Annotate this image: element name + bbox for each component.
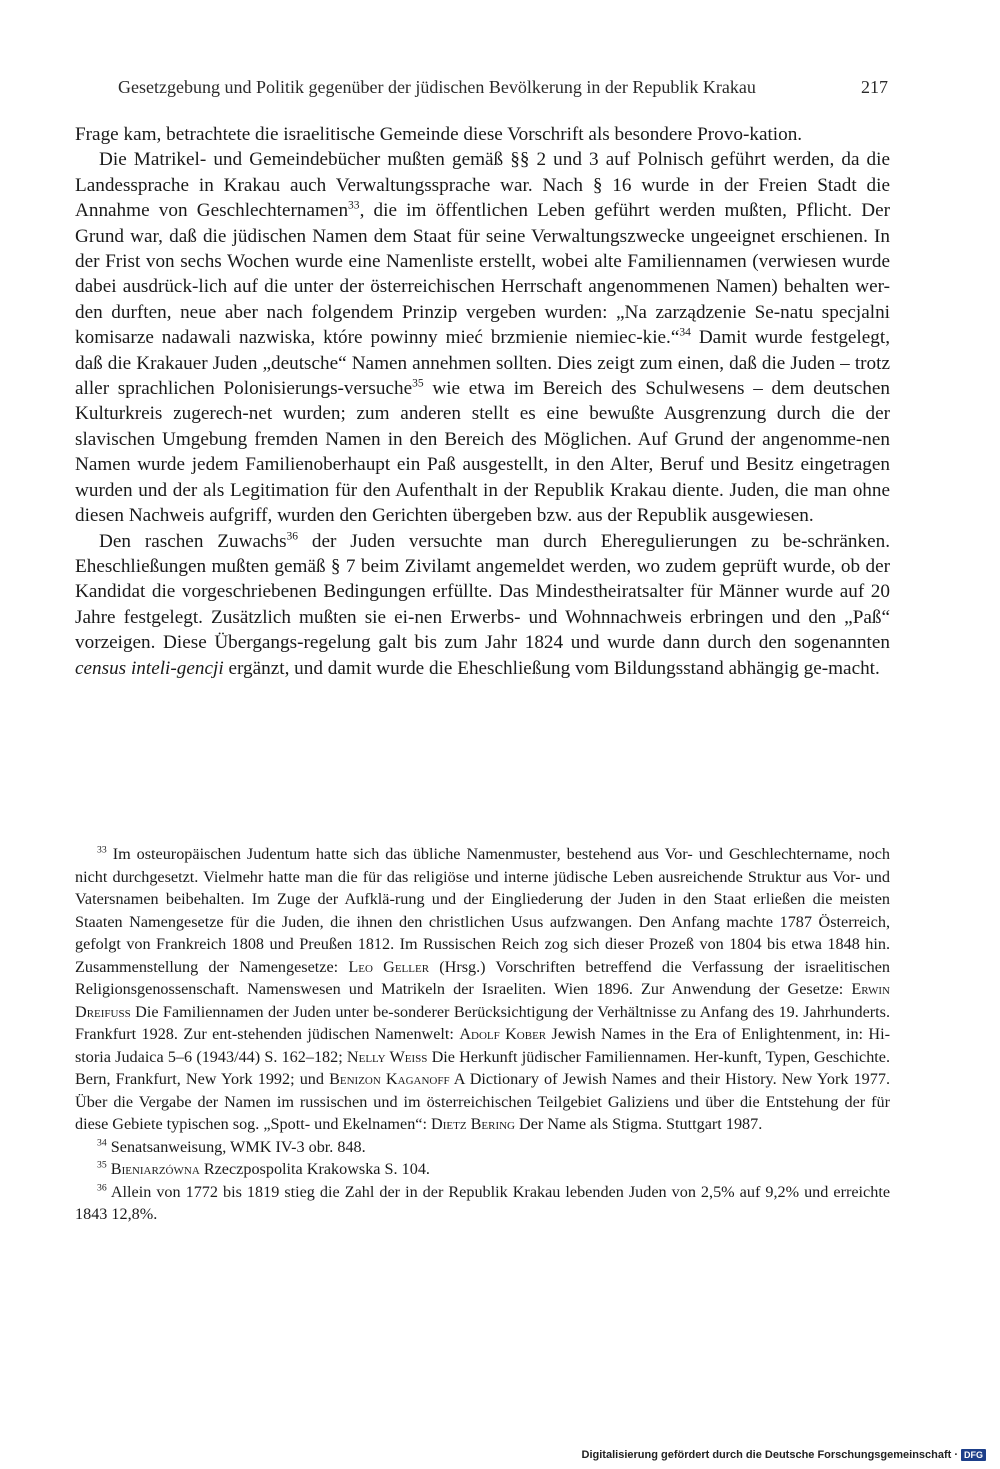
author-name: Benizon Kaganoff — [329, 1070, 450, 1088]
text-run: Rzeczpospolita Krakowska S. 104. — [199, 1160, 430, 1178]
text-run: Im osteuropäischen Judentum hatte sich das übliche Namenmuster, bestehend aus Vor- und Geschlechtername, noch nicht durchgesetzt. Vielmehr hatte man die für das religiöse und interne jüdische Leben ausreichende Struktur aus Vor- und Vatersnamen beibehalten. Im Zuge der Aufklä-rung und der Eingliederung der Juden in den Staat erließen die meisten Staaten Namengesetze für die Juden, die ihnen den christlichen Usus aufzwangen. Den Anfang machte 1787 Österreich, gefolgt von Frankreich 1808 und Preußen 1812. Im Russischen Reich zog sich dieser Prozeß von 1804 bis etwa 1848 hin. Zusammenstellung der Namengesetze: — [75, 845, 890, 976]
paragraph — [75, 122, 890, 147]
footnotes — [75, 843, 890, 1226]
paragraph — [75, 529, 890, 681]
credit-text: Digitalisierung gefördert durch die Deutsche Forschungsgemeinschaft — [581, 1449, 952, 1461]
text-run: Jewish Names in the Era of Enlightenment, in: Hi-storia Judaica 5–6 (1943/44) S. 162–182; — [75, 1025, 890, 1066]
footnote-number: 35 — [97, 1159, 107, 1171]
text-run: Die Matrikel- und Gemeindebücher mußten gemäß §§ 2 und 3 auf Polnisch geführt werden, da die Landessprache in Krakau auch Verwaltungssprache war. Nach § 16 wurde in der Freien Stadt die Annahme von Geschlechternamen — [75, 149, 890, 222]
text-run: Frage kam, betrachtete die israelitische Gemeinde diese Vorschrift als besondere Provo-kation. — [75, 124, 803, 145]
digitization-credit: Digitalisierung gefördert durch die Deutsche Forschungsgemeinschaft · DFG — [582, 1449, 986, 1461]
text-run: Allein von 1772 bis 1819 stieg die Zahl der in der Republik Krakau lebenden Juden von 2,5% auf 9,2% und erreichte 1843 12,8%. — [75, 1182, 890, 1223]
italic-term: census inteli-gencji — [75, 657, 224, 679]
main-text — [75, 122, 890, 681]
footnote-36 — [75, 1181, 890, 1226]
footnote-number: 36 — [97, 1182, 107, 1194]
running-header — [118, 76, 888, 98]
paragraph — [75, 147, 890, 528]
text-run: ergänzt, und damit wurde die Eheschließung vom Bildungsstand abhängig ge-macht. — [223, 657, 880, 679]
footnote-ref-33: 33 — [348, 199, 360, 212]
text-run: wie etwa im Bereich des Schulwesens – dem deutschen Kulturkreis zugerech-net wurden; zum anderen stellt es eine bewußte Ausgrenzung durch die der slavischen Umgebung fremden Namen in den Bereich des Möglichen. Auf Grund der angenomme-nen Namen wurde jedem Familienoberhaupt ein Paß ausgestellt, in den Alter, Beruf und Besitz eingetragen wurden und der als Legitimation für den Aufenthalt in der Republik Krakau diente. Juden, die man ohne diesen Nachweis aufgriff, wurden den Gerichten übergeben bzw. aus der Republik ausgewiesen. — [75, 378, 890, 527]
text-run: der Juden versuchte man durch Eheregulierungen zu be-schränken. Eheschließungen mußten gemäß § 7 beim Zivilamt angemeldet werden, wo zudem geprüft wurde, ob der Kandidat die vorgeschriebenen Bedingungen erfüllte. Das Mindestheiratsalter für Männer wurde auf 20 Jahre festgelegt. Zusätzlich mußten sie ei-nen Erwerbs- und Wohnnachweis erbringen und den „Paß“ vorzeigen. Diese Übergangs-regelung galt bis zum Jahr 1824 und wurde dann durch den sogenannten — [75, 530, 890, 654]
author-name: Leo Geller — [348, 957, 430, 976]
author-name: Dietz Bering — [431, 1115, 515, 1133]
footnote-33 — [75, 843, 890, 1136]
dfg-logo: DFG — [961, 1449, 986, 1461]
footnote-ref-34: 34 — [679, 326, 691, 339]
footnote-ref-36: 36 — [286, 530, 299, 543]
text-run: (Hrsg.) Vorschriften betreffend die Verfassung der israelitischen Religionsgenossenschaft. Namenswesen und Matrikeln der Israeliten. Wien 1896. Zur Anwendung der Gesetze: — [75, 957, 890, 998]
text-run: Damit wurde festgelegt, daß die Krakauer Juden „deutsche“ Namen annehmen sollten. Dies zeigt zum einen, daß die Juden – trotz aller sprachlichen Polonisierungs-versuche — [75, 327, 890, 400]
text-run: Senatsanweisung, WMK IV-3 obr. 848. — [106, 1137, 366, 1156]
text-run: Der Name als Stigma. Stuttgart 1987. — [515, 1115, 763, 1133]
footnote-number: 34 — [97, 1137, 107, 1149]
author-name: Bieniarzówna — [110, 1160, 200, 1178]
author-name: Erwin Dreifuss — [75, 980, 890, 1021]
text-run: A Dictionary of Jewish Names and their History. New York 1977. Über die Vergabe der Namen im russischen und im österreichischen Teilgebiet Galiziens und über die Entstehung der für diese Gebiete typischen sog. „Spott- und Ekelnamen“: — [75, 1070, 890, 1133]
running-title: Gesetzgebung und Politik gegenüber der jüdischen Bevölkerung in der Republik Krakau — [118, 77, 756, 97]
page-number: 217 — [861, 77, 888, 97]
footnote-number: 33 — [97, 844, 107, 856]
footnote-ref-35: 35 — [412, 377, 424, 390]
text-run: , die im öffentlichen Leben geführt werden mußten, Pflicht. Der Grund war, daß die jüdischen Namen dem Staat für seine Verwaltungszwecke ungeeignet erschienen. In der Frist von sechs Wochen wurde eine Namenliste erstellt, wobei alte Familiennamen (verwiesen wurde dabei ausdrück-lich auf die unter der österreichischen Herrschaft angenommenen Namen) behalten wer-den durften, neue aber nach folgendem Prinzip vergeben wurden: „Na zarządzenie Se-natu specjalni komisarze nadawali nazwiska, które powinny mieć brzmienie niemiec-kie.“ — [75, 200, 890, 349]
author-name: Adolf Kober — [459, 1025, 547, 1043]
footnote-34 — [75, 1136, 890, 1159]
text-run: Die Familiennamen der Juden unter be-sonderer Berücksichtigung der Verhältnisse zu Anfang des 19. Jahrhunderts. Frankfurt 1928. Zur ent-stehenden jüdischen Namenwelt: — [75, 1002, 890, 1043]
footnote-35 — [75, 1158, 890, 1181]
text-run: Den raschen Zuwachs — [99, 530, 287, 552]
author-name: Nelly Weiss — [346, 1047, 428, 1066]
text-run: Die Herkunft jüdischer Familiennamen. Her-kunft, Typen, Geschichte. Bern, Frankfurt, New York 1992; und — [75, 1047, 891, 1088]
